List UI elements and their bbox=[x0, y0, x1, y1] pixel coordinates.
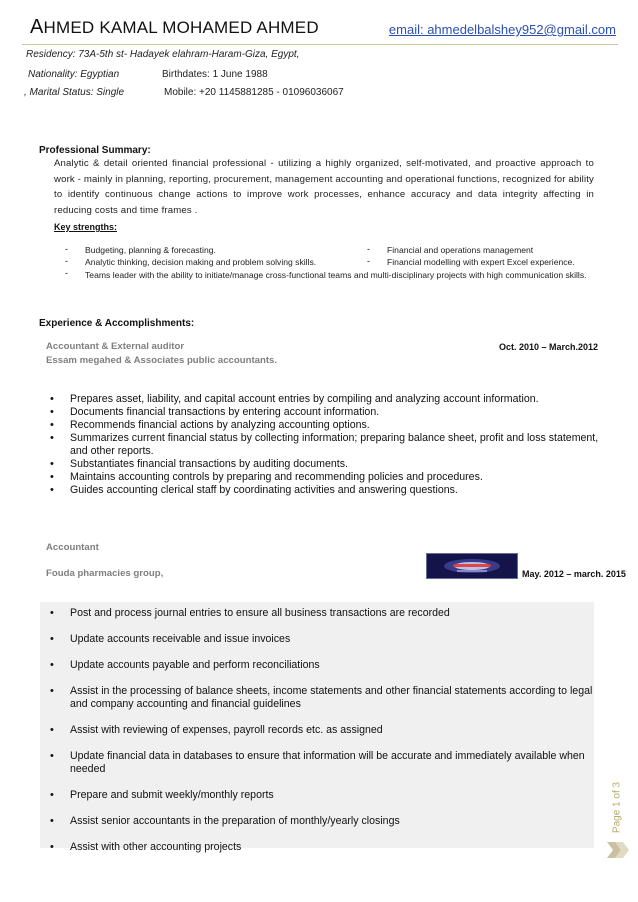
list-item: • Documents financial transactions by entering account information. bbox=[40, 406, 600, 419]
mobile: Mobile: +20 1145881285 - 01096036067 bbox=[164, 87, 344, 98]
list-item: • Substantiates financial transactions by auditing documents. bbox=[40, 458, 600, 471]
list-item: • Recommends financial actions by analyzing accounting options. bbox=[40, 419, 600, 432]
list-item: • Summarizes current financial status by collecting information; preparing balance sheet, profit and loss statement, and other reports. bbox=[40, 432, 600, 458]
residency: Residency: 73A-5th st- Hadayek elahram-Haram-Giza, Egypt, bbox=[26, 49, 300, 60]
page-number: Page 1 of 3 bbox=[611, 781, 623, 834]
double-chevron-down-icon bbox=[605, 836, 629, 860]
dash: - bbox=[65, 268, 68, 278]
list-item: • Assist in the processing of balance sheets, income statements and other financial statements according to legal and company accounting and financial guidelines bbox=[40, 685, 596, 711]
list-item: • Assist with reviewing of expenses, payroll records etc. as assigned bbox=[40, 724, 596, 737]
list-item: • Post and process journal entries to ensure all business transactions are recorded bbox=[40, 607, 596, 620]
list-item: • Update accounts receivable and issue invoices bbox=[40, 633, 596, 646]
candidate-name: AHMED KAMAL MOHAMED AHMED bbox=[30, 16, 319, 38]
job1-company: Essam megahed & Associates public accountants. bbox=[46, 355, 278, 366]
strength-item: Analytic thinking, decision making and problem solving skills. bbox=[85, 257, 317, 267]
list-item: • Update accounts payable and perform reconciliations bbox=[40, 659, 596, 672]
nationality: Nationality: Egyptian bbox=[28, 69, 120, 80]
marital-status: , Marital Status: Single bbox=[24, 87, 125, 98]
job1-duties bbox=[40, 393, 600, 497]
summary-title: Professional Summary: bbox=[39, 145, 151, 156]
logo-graphic bbox=[427, 554, 517, 578]
key-strengths-title: Key strengths: bbox=[54, 222, 118, 232]
job1-dates: Oct. 2010 – March.2012 bbox=[499, 342, 599, 352]
job1-role: Accountant & External auditor bbox=[46, 341, 185, 352]
strength-item: Financial modelling with expert Excel experience. bbox=[387, 257, 575, 267]
experience-title: Experience & Accomplishments: bbox=[39, 318, 195, 329]
job2-dates: May. 2012 – march. 2015 bbox=[522, 569, 626, 579]
list-item: • Update financial data in databases to ensure that information will be accurate and immediately available when needed bbox=[40, 750, 596, 776]
list-item: • Prepare and submit weekly/monthly reports bbox=[40, 789, 596, 802]
strength-item: Teams leader with the ability to initiate/manage cross-functional teams and multi-disciplinary projects with high communication skills. bbox=[85, 270, 587, 280]
summary-text: Analytic & detail oriented financial professional - utilizing a highly organized, self-motivated, and proactive approach to work - mainly in planning, reporting, procurement, management accounting and operational functions, recognized for ability to identify continuous change actions to improve work processes, enhance accuracy and data integrity affecting in reducing costs and time frames . bbox=[54, 158, 594, 216]
dash: - bbox=[65, 244, 68, 254]
list-item: • Prepares asset, liability, and capital account entries by compiling and analyzing account information. bbox=[40, 393, 600, 406]
header-divider bbox=[22, 44, 618, 45]
list-item: • Maintains accounting controls by preparing and recommending policies and procedures. bbox=[40, 471, 600, 484]
job2-duties bbox=[40, 607, 596, 867]
email-link[interactable]: email: ahmedelbalshey952@gmail.com bbox=[388, 22, 616, 37]
dash: - bbox=[367, 244, 370, 254]
list-item: • Assist senior accountants in the preparation of monthly/yearly closings bbox=[40, 815, 596, 828]
job2-company: Fouda pharmacies group, bbox=[46, 568, 164, 579]
company-logo bbox=[426, 553, 518, 579]
strength-item: Budgeting, planning & forecasting. bbox=[85, 245, 216, 255]
list-item: • Assist with other accounting projects bbox=[40, 841, 596, 854]
strength-item: Financial and operations management bbox=[387, 245, 534, 255]
job2-role: Accountant bbox=[46, 542, 99, 553]
list-item: • Guides accounting clerical staff by coordinating activities and answering questions. bbox=[40, 484, 600, 497]
dash: - bbox=[65, 256, 68, 266]
birthdate: Birthdates: 1 June 1988 bbox=[162, 69, 268, 80]
dash: - bbox=[367, 256, 370, 266]
